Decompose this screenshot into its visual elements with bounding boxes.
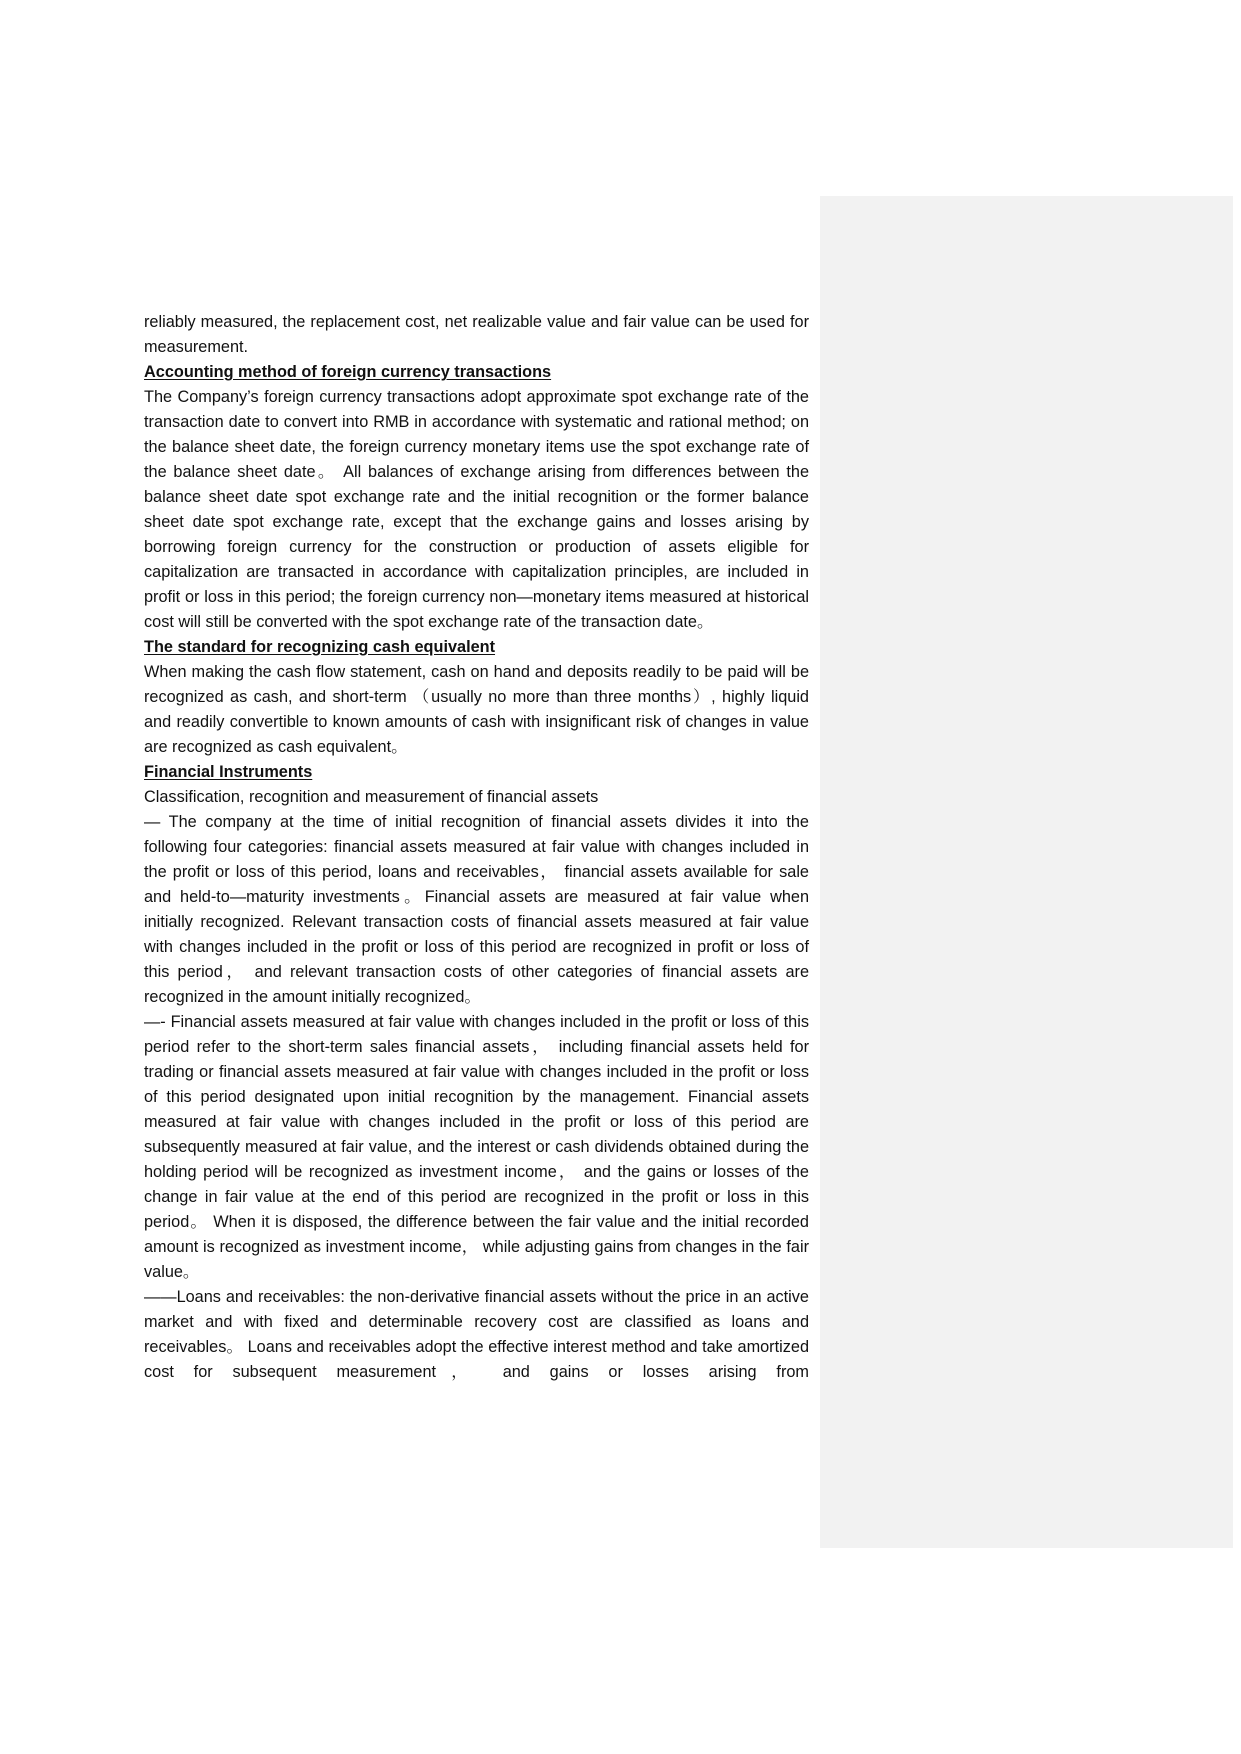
heading-cash-equivalent: The standard for recognizing cash equivalent [144,638,496,656]
paragraph-foreign-currency-transactions: The Company’s foreign currency transactions adopt approximate spot exchange rate of the transaction date to convert into RMB in accordance with systematic and rational method; on the balance sheet date, the foreign currency monetary items use the spot exchange rate of the balance sheet date。 All balances of exchange arising from differences between the balance sheet date spot exchange rate and the initial recognition or the former balance sheet date spot exchange rate, except that the exchange gains and losses arising by borrowing foreign currency for the construction or production of assets eligible for capitalization are transacted in accordance with capitalization principles, are included in profit or loss in this period; the foreign currency non—monetary items measured at historical cost will still be converted with the spot exchange rate of the transaction date。 [144,388,809,631]
paragraph-cash-equivalent: When making the cash flow statement, cash on hand and deposits readily to be paid will be recognized as cash, and short-term （usually no more than three months）, highly liquid and readily convertible to known amounts of cash with insignificant risk of changes in value are recognized as cash equivalent。 [144,663,809,756]
paragraph-initial-recognition-categories: — The company at the time of initial recognition of financial assets divides it into the following four categories: financial assets measured at fair value with changes included in the profit or loss of this period, loans and receivables， financial assets available for sale and held-to—maturity investments。Financial assets are measured at fair value when initially recognized. Relevant transaction costs of financial assets measured at fair value with changes included in the profit or loss of this period are recognized in profit or loss of this period， and relevant transaction costs of other categories of financial assets are recognized in the amount initially recognized。 [144,813,809,1006]
document-body [144,310,809,1385]
paragraph-fair-value-through-profit-loss: —- Financial assets measured at fair value with changes included in the profit or loss of this period refer to the short-term sales financial assets， including financial assets held for trading or financial assets measured at fair value with changes included in the profit or loss of this period designated upon initial recognition by the management. Financial assets measured at fair value with changes included in the profit or loss of this period are subsequently measured at fair value, and the interest or cash dividends obtained during the holding period will be recognized as investment income， and the gains or losses of the change in fair value at the end of this period are recognized in the profit or loss in this period。 When it is disposed, the difference between the fair value and the initial recorded amount is recognized as investment income， while adjusting gains from changes in the fair value。 [144,1013,809,1281]
paragraph-loans-and-receivables: ——Loans and receivables: the non-derivative financial assets without the price in an active market and with fixed and determinable recovery cost are classified as loans and receivables。 Loans and receivables adopt the effective interest method and take amortized cost for subsequent measurement， and gains or losses arising from [144,1288,809,1381]
paragraph-financial-assets-classification: Classification, recognition and measurement of financial assets [144,788,599,806]
paragraph-measurement-continuation: reliably measured, the replacement cost, net realizable value and fair value can be used for measurement. [144,313,809,356]
heading-financial-instruments: Financial Instruments [144,763,313,781]
comment-margin-pane [820,196,1233,1548]
heading-foreign-currency-transactions: Accounting method of foreign currency transactions [144,363,552,381]
